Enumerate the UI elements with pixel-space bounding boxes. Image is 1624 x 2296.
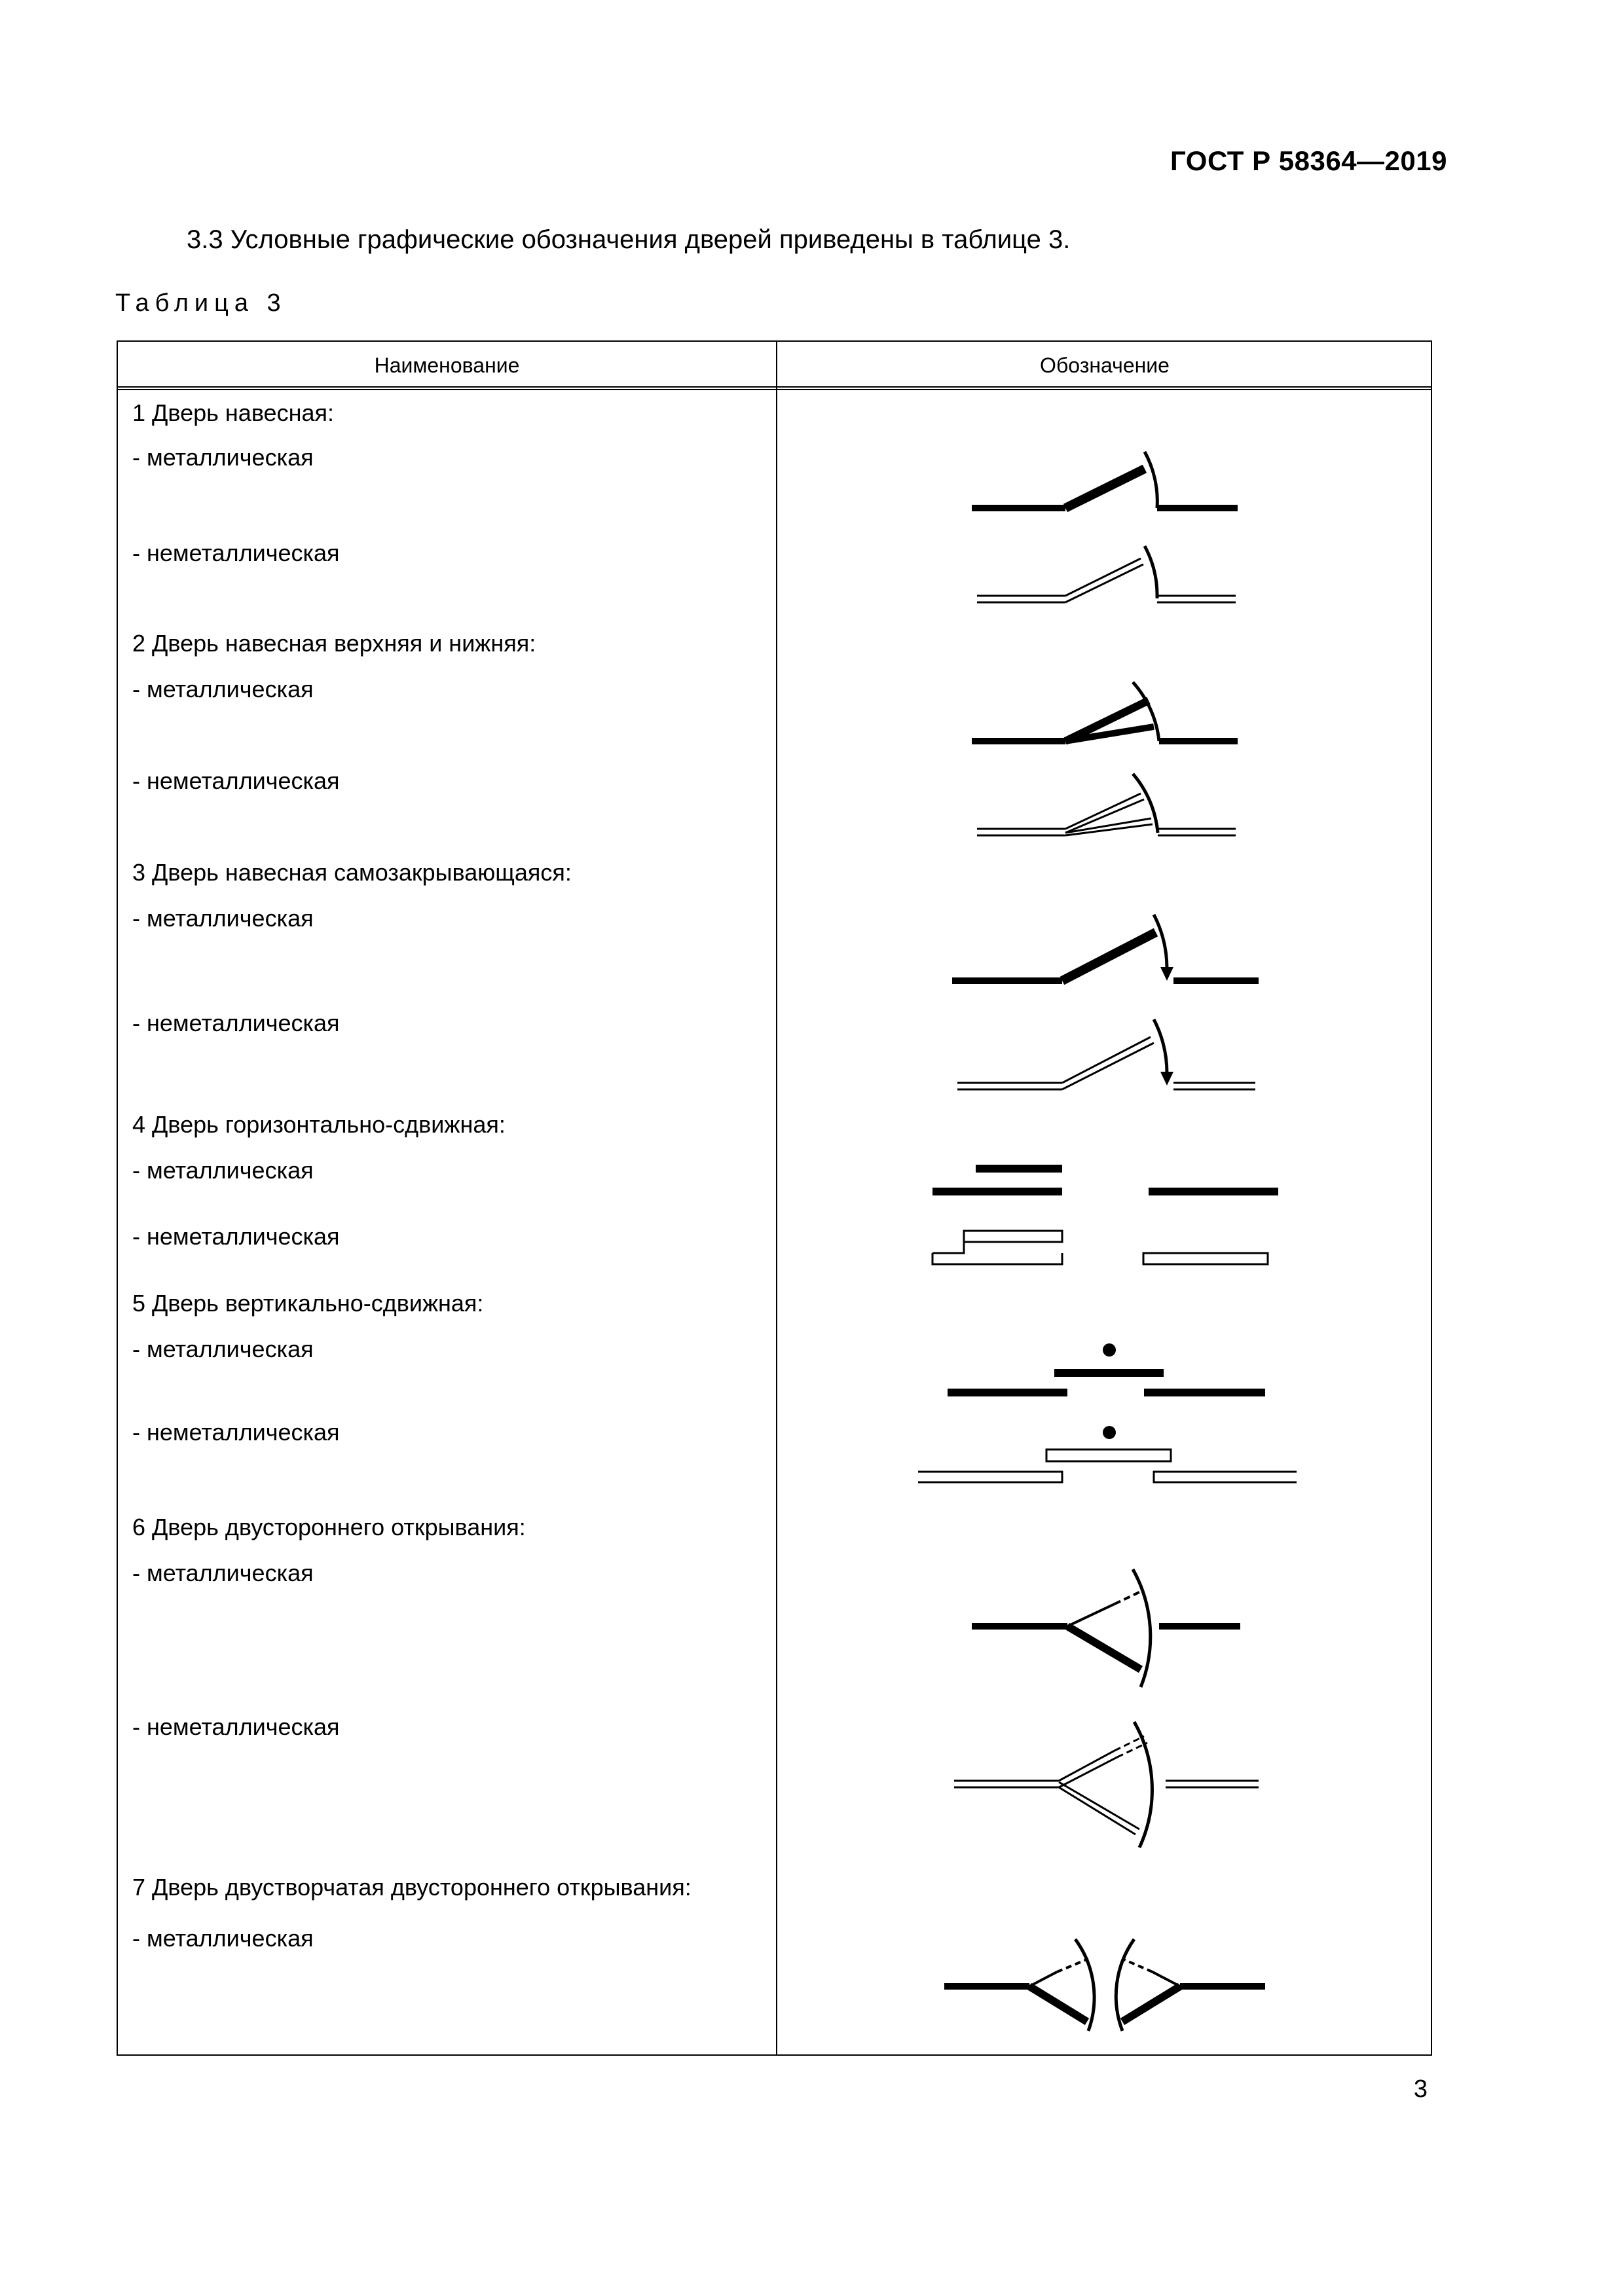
- row-item-hinged-nonmetal: - неметаллическая: [132, 539, 340, 566]
- symbol-horizontal-sliding-nonmetal: [932, 1231, 1268, 1264]
- symbol-self-closing-metal: [952, 915, 1259, 981]
- row-item-double-action-metal: - металлическая: [132, 1559, 314, 1586]
- symbol-double-action-nonmetal: [954, 1722, 1259, 1848]
- symbol-double-leaf-metal: [944, 1939, 1265, 2031]
- symbol-upper-lower-nonmetal: [977, 774, 1236, 835]
- row-item-upper-lower-nonmetal: - неметаллическая: [132, 767, 340, 794]
- column-header-name: Наименование: [374, 354, 520, 377]
- row-item-horizontal-metal: - металлическая: [132, 1157, 314, 1184]
- row-title-hinged-upper-lower: 2 Дверь навесная верхняя и нижняя:: [132, 630, 536, 657]
- row-item-hinged-metal: - металлическая: [132, 444, 314, 471]
- symbol-hinged-nonmetal: [977, 546, 1236, 602]
- row-title-double-action: 6 Дверь двустороннего открывания:: [132, 1514, 526, 1540]
- symbol-double-action-metal: [972, 1569, 1240, 1687]
- standard-code: ГОСТ Р 58364—2019: [1170, 145, 1447, 176]
- symbol-upper-lower-metal: [972, 682, 1238, 741]
- row-item-vertical-metal: - металлическая: [132, 1336, 314, 1362]
- row-title-vertical-sliding: 5 Дверь вертикально-сдвижная:: [132, 1290, 484, 1317]
- row-item-horizontal-nonmetal: - неметаллическая: [132, 1223, 340, 1250]
- symbol-self-closing-nonmetal: [957, 1019, 1255, 1089]
- symbols-canvas: [118, 342, 1431, 2054]
- symbol-vertical-sliding-metal: [948, 1343, 1265, 1393]
- symbol-hinged-metal: [972, 452, 1238, 508]
- symbol-horizontal-sliding-metal: [932, 1169, 1278, 1192]
- row-title-double-leaf: 7 Дверь двустворчатая двустороннего открывания:: [132, 1874, 692, 1901]
- row-title-hinged: 1 Дверь навесная:: [132, 399, 334, 426]
- page-number: 3: [1413, 2075, 1428, 2103]
- row-item-double-action-nonmetal: - неметаллическая: [132, 1713, 340, 1740]
- door-symbols-table: [117, 340, 1432, 2056]
- row-title-self-closing: 3 Дверь навесная самозакрывающаяся:: [132, 859, 572, 886]
- row-item-double-leaf-metal: - металлическая: [132, 1925, 314, 1952]
- row-item-self-closing-nonmetal: - неметаллическая: [132, 1010, 340, 1036]
- row-item-upper-lower-metal: - металлическая: [132, 676, 314, 702]
- table-caption: Таблица 3: [115, 289, 287, 317]
- column-header-symbol: Обозначение: [1040, 354, 1170, 377]
- row-item-self-closing-metal: - металлическая: [132, 905, 314, 932]
- row-item-vertical-nonmetal: - неметаллическая: [132, 1419, 340, 1446]
- intro-paragraph: 3.3 Условные графические обозначения дверей приведены в таблице 3.: [187, 225, 1071, 254]
- row-title-horizontal-sliding: 4 Дверь горизонтально-сдвижная:: [132, 1111, 506, 1138]
- symbol-vertical-sliding-nonmetal: [918, 1426, 1297, 1482]
